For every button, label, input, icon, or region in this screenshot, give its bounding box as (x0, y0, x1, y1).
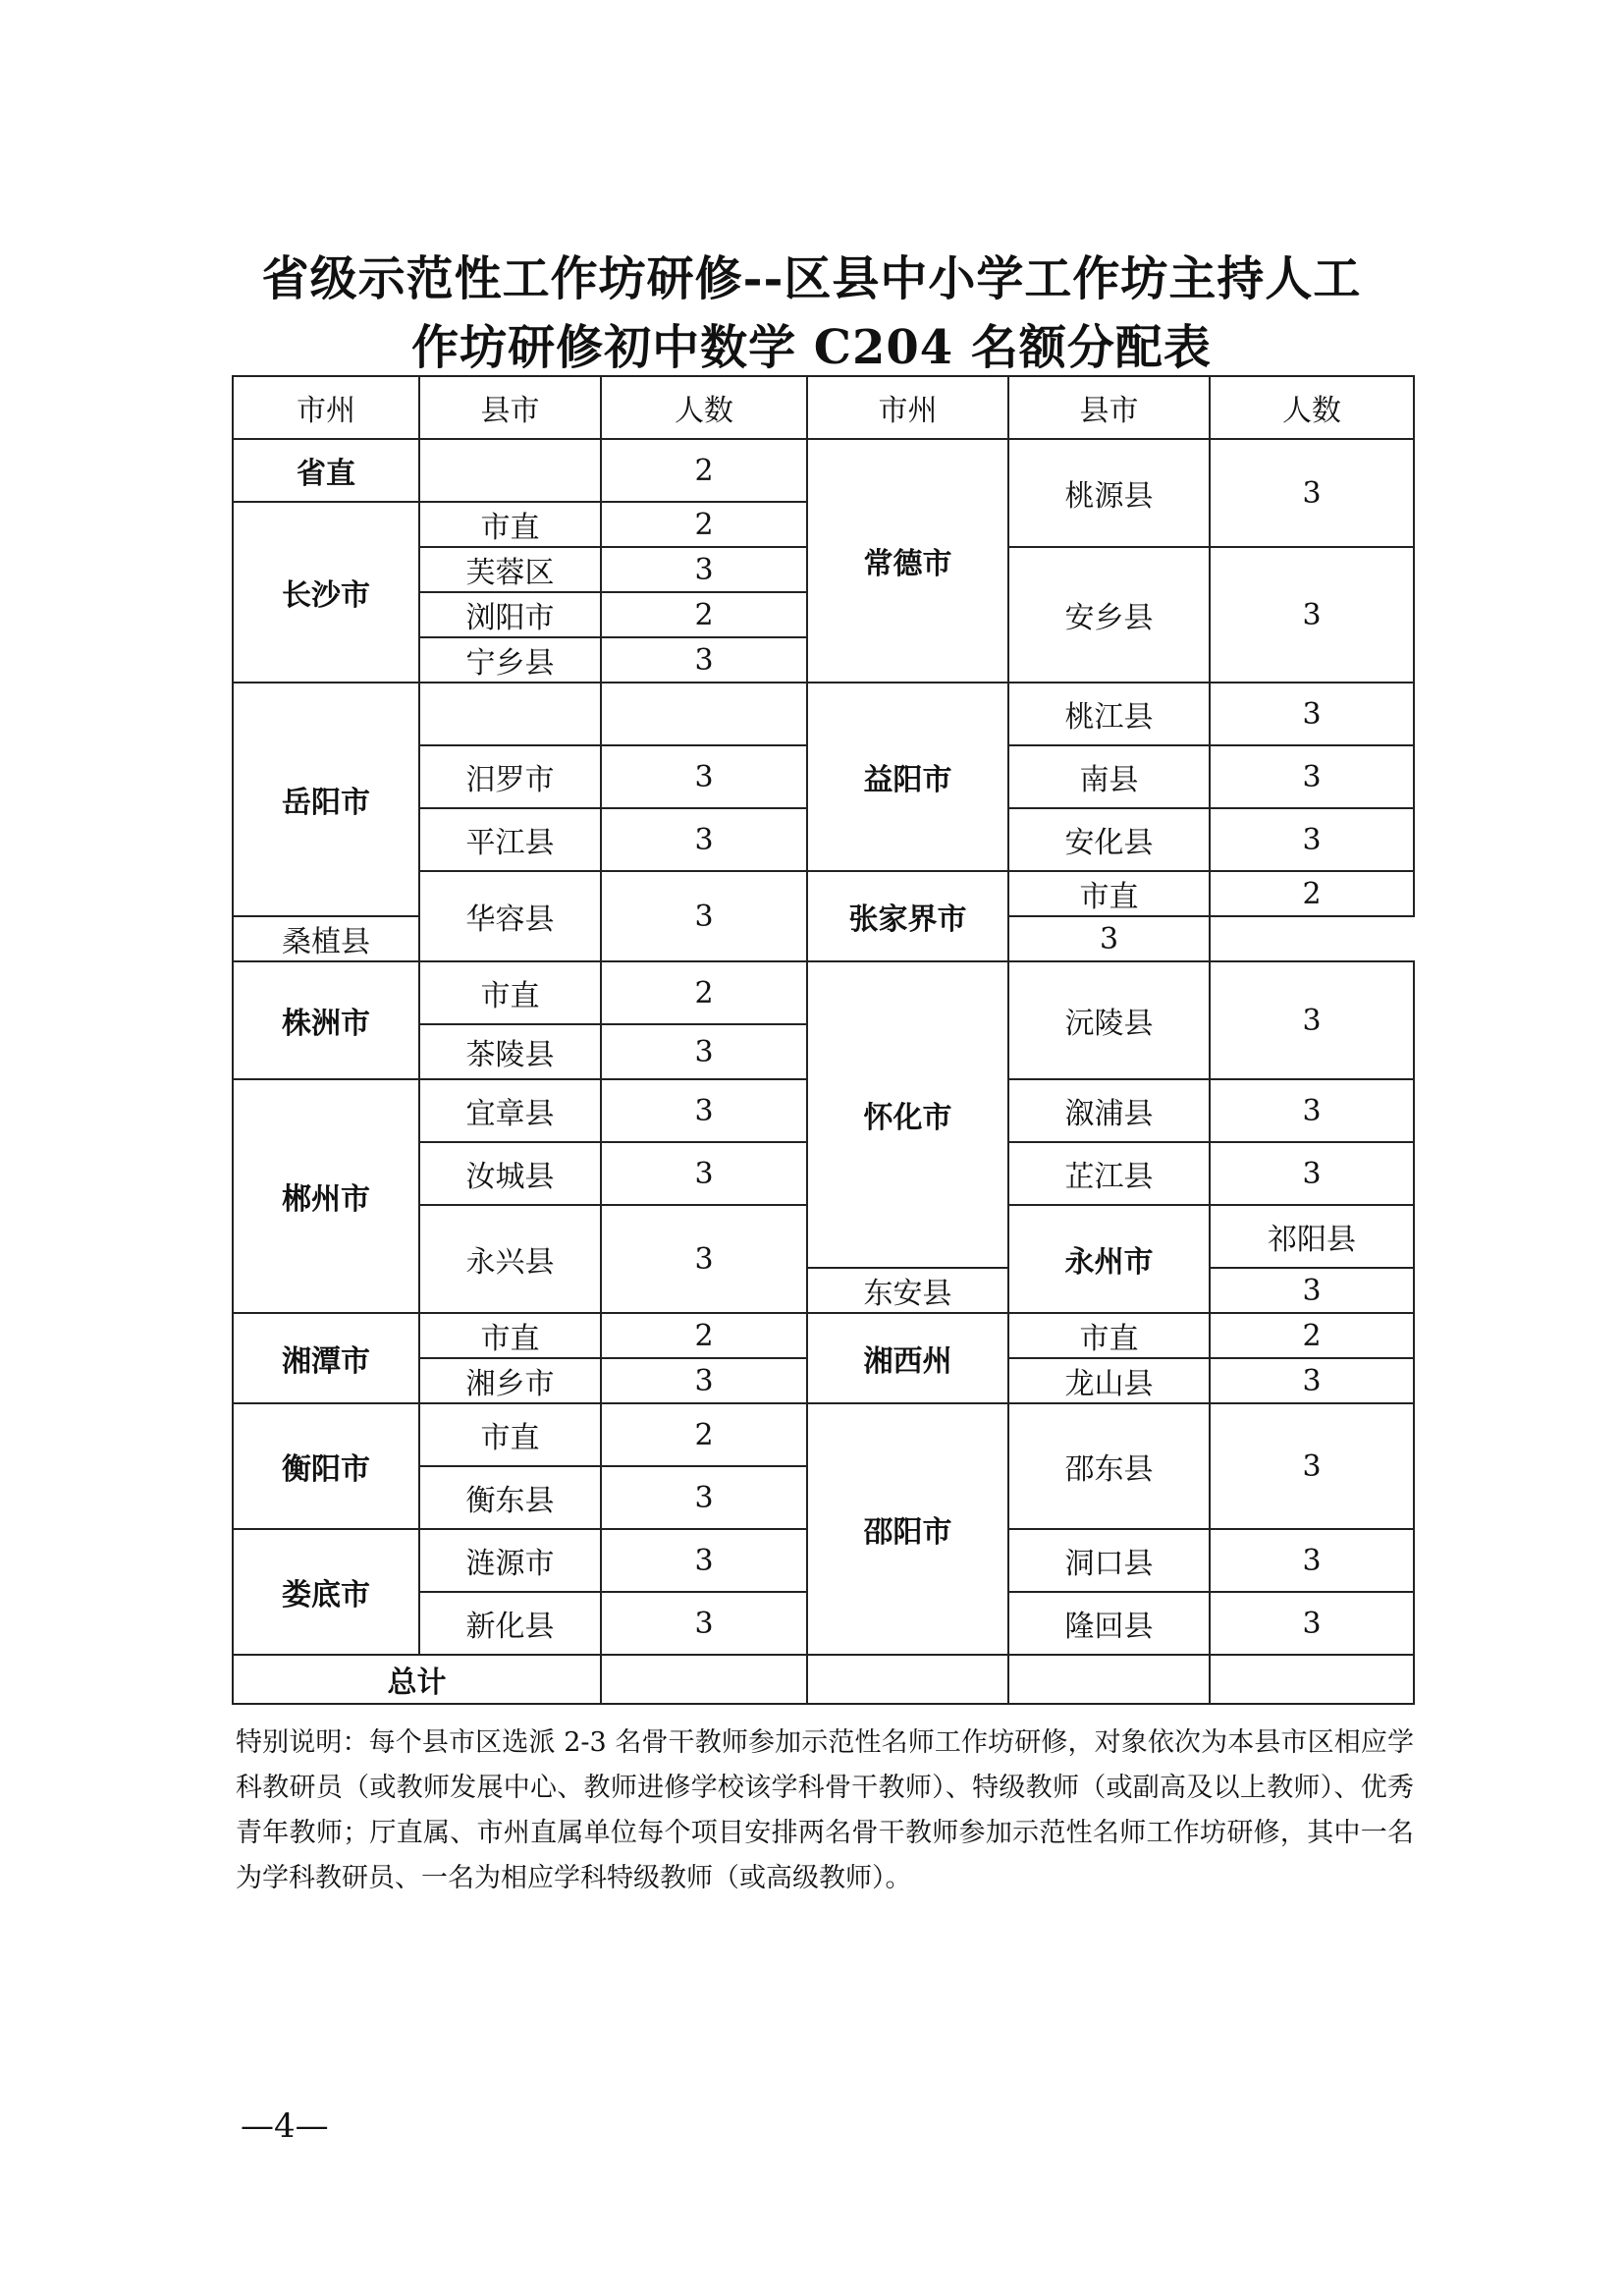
table-header-row (233, 376, 1414, 439)
city-cell: 常德市 (807, 439, 1008, 683)
city-cell: 邵阳市 (807, 1403, 1008, 1655)
total-cell (807, 1655, 1008, 1704)
count-cell: 3 (601, 1466, 807, 1529)
count-cell: 3 (1210, 1592, 1414, 1655)
count-cell: 3 (1210, 745, 1414, 808)
city-cell: 湘潭市 (233, 1313, 419, 1403)
count-cell: 3 (601, 745, 807, 808)
table-row (233, 1313, 1414, 1358)
total-label: 总计 (233, 1655, 601, 1704)
city-cell: 衡阳市 (233, 1403, 419, 1529)
count-cell: 3 (601, 1024, 807, 1079)
county-cell: 桑植县 (233, 916, 419, 961)
county-cell: 桃源县 (1008, 439, 1210, 547)
document-title-line-1: 省级示范性工作坊研修--区县中小学工作坊主持人工 (261, 251, 1362, 306)
header-cell: 人数 (1210, 376, 1414, 439)
table-row (233, 683, 1414, 745)
count-cell: 2 (601, 592, 807, 637)
county-cell: 汝城县 (419, 1142, 601, 1205)
city-cell: 张家界市 (807, 871, 1008, 961)
county-cell: 宜章县 (419, 1079, 601, 1142)
city-cell: 岳阳市 (233, 683, 419, 916)
county-cell: 市直 (1008, 1313, 1210, 1358)
header-cell: 县市 (419, 376, 601, 439)
header-cell: 市州 (233, 376, 419, 439)
count-cell: 3 (601, 547, 807, 592)
total-row (233, 1655, 1414, 1704)
count-cell: 3 (1210, 1142, 1414, 1205)
county-cell: 东安县 (807, 1268, 1008, 1313)
header-cell: 市州 (807, 376, 1008, 439)
county-cell: 浏阳市 (419, 592, 601, 637)
count-cell: 3 (1210, 547, 1414, 683)
page-number: —4— (241, 2106, 329, 2146)
county-cell: 芙蓉区 (419, 547, 601, 592)
count-cell: 2 (601, 439, 807, 502)
city-cell: 长沙市 (233, 502, 419, 683)
count-cell: 3 (1210, 1403, 1414, 1529)
header-cell: 人数 (601, 376, 807, 439)
county-cell: 祁阳县 (1210, 1205, 1414, 1268)
count-cell: 2 (1210, 1313, 1414, 1358)
county-cell: 安乡县 (1008, 547, 1210, 683)
county-cell: 新化县 (419, 1592, 601, 1655)
count-cell: 3 (1210, 808, 1414, 871)
count-cell: 3 (601, 808, 807, 871)
county-cell: 平江县 (419, 808, 601, 871)
county-cell: 涟源市 (419, 1529, 601, 1592)
count-cell: 3 (601, 1592, 807, 1655)
header-cell: 县市 (1008, 376, 1210, 439)
county-cell: 市直 (419, 1403, 601, 1466)
table-row (233, 1403, 1414, 1466)
count-cell: 2 (1210, 871, 1414, 916)
county-cell: 湘乡市 (419, 1358, 601, 1403)
count-cell: 2 (601, 1403, 807, 1466)
count-cell: 3 (601, 1205, 807, 1313)
count-cell: 3 (601, 1529, 807, 1592)
table-row (233, 439, 1414, 502)
count-cell: 2 (601, 1313, 807, 1358)
count-cell: 3 (1210, 439, 1414, 547)
county-cell: 永兴县 (419, 1205, 601, 1313)
count-cell: 2 (601, 502, 807, 547)
document-title-line-2: 作坊研修初中数学 C204 名额分配表 (411, 320, 1212, 375)
city-cell: 湘西州 (807, 1313, 1008, 1403)
county-cell (419, 439, 601, 502)
city-cell: 怀化市 (807, 961, 1008, 1268)
county-cell: 宁乡县 (419, 637, 601, 683)
county-cell: 桃江县 (1008, 683, 1210, 745)
county-cell: 芷江县 (1008, 1142, 1210, 1205)
count-cell: 2 (601, 961, 807, 1024)
quota-table (232, 375, 1415, 1705)
count-cell: 3 (1210, 961, 1414, 1079)
count-cell: 3 (601, 1358, 807, 1403)
count-cell: 3 (1210, 1079, 1414, 1142)
city-cell: 郴州市 (233, 1079, 419, 1313)
county-cell: 安化县 (1008, 808, 1210, 871)
city-cell: 省直 (233, 439, 419, 502)
county-cell: 邵东县 (1008, 1403, 1210, 1529)
count-cell: 3 (1210, 1529, 1414, 1592)
county-cell: 溆浦县 (1008, 1079, 1210, 1142)
county-cell (419, 683, 601, 745)
county-cell: 市直 (419, 961, 601, 1024)
count-cell: 3 (601, 1079, 807, 1142)
total-cell (1210, 1655, 1414, 1704)
county-cell: 市直 (419, 1313, 601, 1358)
count-cell: 3 (1210, 1358, 1414, 1403)
county-cell: 沅陵县 (1008, 961, 1210, 1079)
count-cell: 3 (601, 871, 807, 961)
count-cell: 3 (1210, 683, 1414, 745)
county-cell: 洞口县 (1008, 1529, 1210, 1592)
city-cell: 娄底市 (233, 1529, 419, 1655)
county-cell: 茶陵县 (419, 1024, 601, 1079)
count-cell: 3 (601, 637, 807, 683)
county-cell: 市直 (1008, 871, 1210, 916)
county-cell: 南县 (1008, 745, 1210, 808)
table-row (233, 961, 1414, 1024)
total-cell (601, 1655, 807, 1704)
count-cell: 3 (1210, 1268, 1414, 1313)
special-note: 特别说明：每个县市区选派 2-3 名骨干教师参加示范性名师工作坊研修，对象依次为本县市区相应学科教研员（或教师发展中心、教师进修学校该学科骨干教师）、特级教师（或副高及以上教师）、优秀青年教师；厅直属、市州直属单位每个项目安排两名骨干教师参加示范性名师工作坊研修，其中一名为学科教研员、一名为相应学科特级教师（或高级教师）。 (236, 1727, 1414, 1893)
county-cell: 龙山县 (1008, 1358, 1210, 1403)
count-cell (601, 683, 807, 745)
county-cell: 汨罗市 (419, 745, 601, 808)
city-cell: 永州市 (1008, 1205, 1210, 1313)
city-cell: 株洲市 (233, 961, 419, 1079)
county-cell: 华容县 (419, 871, 601, 961)
county-cell: 衡东县 (419, 1466, 601, 1529)
total-cell (1008, 1655, 1210, 1704)
county-cell: 市直 (419, 502, 601, 547)
county-cell: 隆回县 (1008, 1592, 1210, 1655)
count-cell: 3 (601, 1142, 807, 1205)
city-cell: 益阳市 (807, 683, 1008, 871)
count-cell: 3 (1008, 916, 1210, 961)
